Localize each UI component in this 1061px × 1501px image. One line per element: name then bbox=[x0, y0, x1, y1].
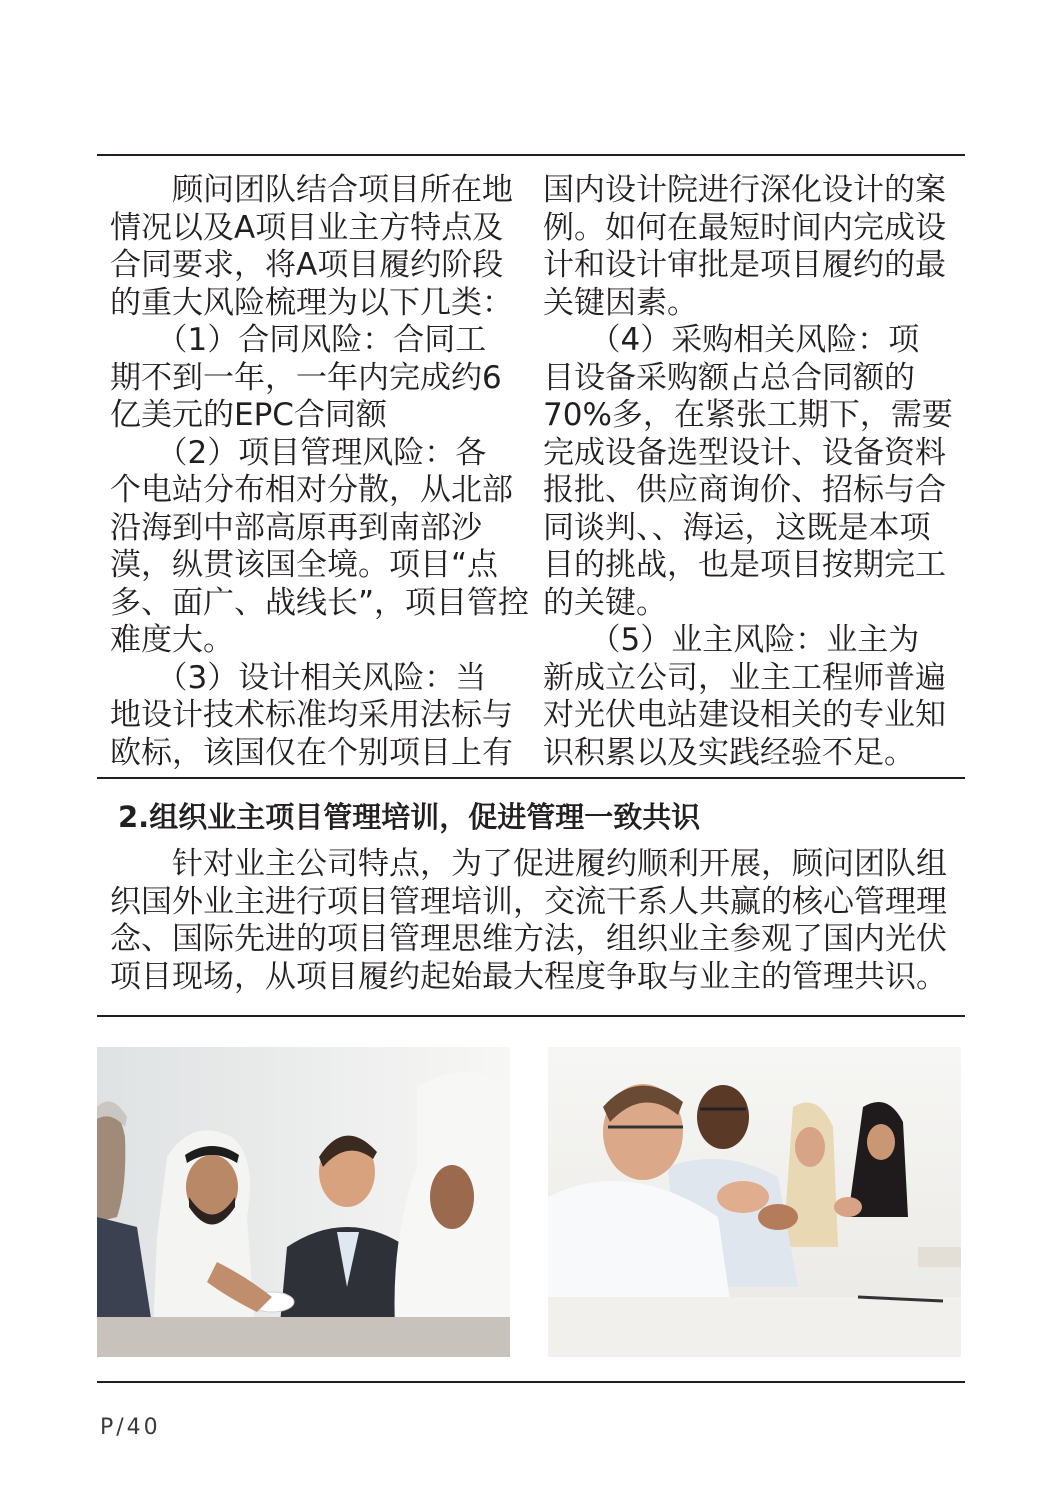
text-line: 70%多，在紧张工期下，需要 bbox=[543, 397, 953, 433]
text-line: 例。如何在最短时间内完成设 bbox=[543, 209, 946, 246]
top-rule bbox=[97, 154, 965, 156]
section-bottom-rule bbox=[97, 1015, 965, 1017]
meeting-photo bbox=[97, 1047, 510, 1357]
text-line: 国内设计院进行深化设计的案 bbox=[543, 172, 946, 208]
text-line: 关键因素。 bbox=[543, 284, 698, 321]
text-line: 对光伏电站建设相关的专业知 bbox=[543, 697, 946, 733]
footer-rule bbox=[97, 1381, 965, 1383]
text-line: 欧标，该国仅在个别项目上有 bbox=[110, 734, 513, 771]
text-line: （3）设计相关风险：当 bbox=[110, 659, 487, 696]
text-line: 完成设备选型设计、设备资料 bbox=[543, 434, 946, 471]
text-line: 情况以及A项目业主方特点及 bbox=[110, 209, 504, 246]
left-text-column bbox=[110, 172, 529, 772]
text-line: 报批、供应商询价、招标与合 bbox=[543, 472, 946, 508]
page-number: P/40 bbox=[100, 1415, 161, 1440]
text-line: 合同要求，将A项目履约阶段 bbox=[110, 247, 504, 283]
text-line: （2）项目管理风险：各 bbox=[110, 434, 487, 471]
text-line: 识积累以及实践经验不足。 bbox=[543, 734, 915, 771]
text-line: （1）合同风险：合同工 bbox=[110, 322, 487, 358]
text-line: （4）采购相关风险：项 bbox=[543, 322, 920, 358]
text-line: 同谈判、、海运，这既是本项 bbox=[543, 509, 931, 546]
text-line: 针对业主公司特点，为了促进履约顺利开展，顾问团队组 bbox=[110, 846, 947, 882]
text-line: 顾问团队结合项目所在地 bbox=[110, 172, 513, 208]
text-line: 期不到一年，一年内完成约6 bbox=[110, 359, 502, 396]
text-line: 计和设计审批是项目履约的最 bbox=[543, 247, 946, 283]
section-top-rule bbox=[97, 777, 965, 779]
text-line: 目的挑战，也是项目按期完工 bbox=[543, 547, 946, 583]
text-line: 个电站分布相对分散，从北部 bbox=[110, 472, 513, 508]
section-heading: 2.组织业主项目管理培训，促进管理一致共识 bbox=[118, 800, 701, 834]
text-line: 亿美元的EPC合同额 bbox=[110, 397, 387, 433]
text-line: 漠，纵贯该国全境。项目“点 bbox=[110, 547, 499, 583]
training-photo bbox=[548, 1047, 961, 1357]
text-line: 目设备采购额占总合同额的 bbox=[543, 359, 915, 396]
text-line: 沿海到中部高原再到南部沙 bbox=[110, 509, 482, 546]
text-line: 念、国际先进的项目管理思维方法，组织业主参观了国内光伏 bbox=[110, 921, 947, 957]
text-line: （5）业主风险：业主为 bbox=[543, 622, 920, 658]
text-line: 新成立公司，业主工程师普遍 bbox=[543, 659, 946, 696]
text-line: 项目现场，从项目履约起始最大程度争取与业主的管理共识。 bbox=[110, 958, 947, 995]
section-paragraph bbox=[110, 846, 947, 996]
text-line: 的重大风险梳理为以下几类： bbox=[110, 284, 513, 321]
text-line: 多、面广、战线长”，项目管控 bbox=[110, 584, 530, 621]
text-line: 的关键。 bbox=[543, 584, 667, 621]
text-line: 织国外业主进行项目管理培训，交流干系人共赢的核心管理理 bbox=[110, 883, 947, 920]
text-line: 地设计技术标准均采用法标与 bbox=[110, 697, 513, 733]
text-line: 难度大。 bbox=[110, 622, 234, 658]
right-text-column bbox=[543, 172, 953, 772]
